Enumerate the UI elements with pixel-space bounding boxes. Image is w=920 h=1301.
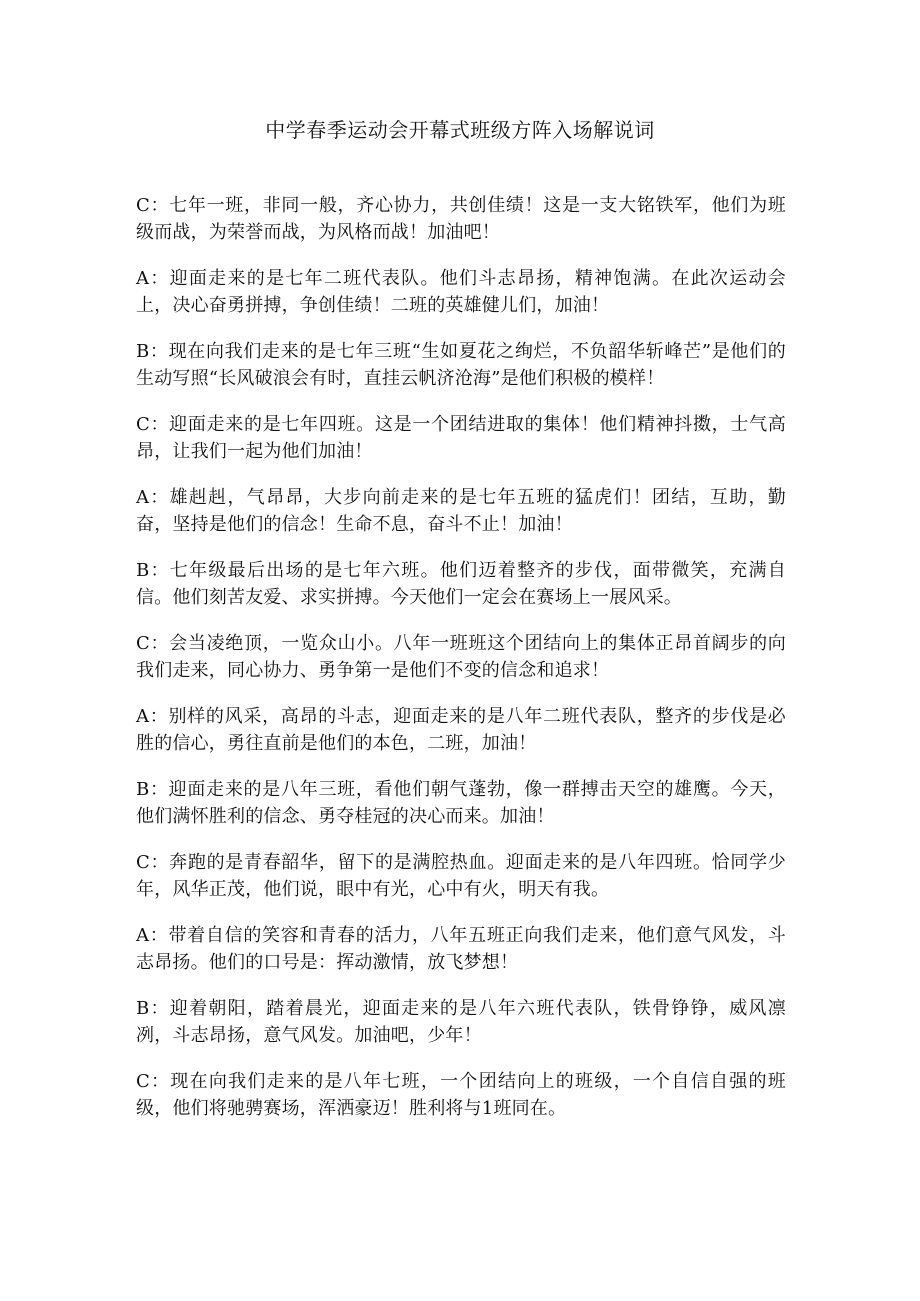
paragraph-b-class-7-3: B：现在向我们走来的是七年三班“生如夏花之绚烂，不负韶华斩峰芒”是他们的生动写照“长风破浪会有时，直挂云帆济沧海”是他们积极的模样！ [136,341,786,389]
paragraph-c-class-8-4: C：奔跑的是青春韶华，留下的是满腔热血。迎面走来的是八年四班。恰同学少年，风华正茂，他们说，眼中有光，心中有火，明天有我。 [136,852,786,900]
paragraph-b-class-8-3: B：迎面走来的是八年三班，看他们朝气蓬勃，像一群搏击天空的雄鹰。今天，他们满怀胜利的信念、勇夺桂冠的决心而来。加油！ [136,779,786,827]
paragraph-a-class-7-2: A：迎面走来的是七年二班代表队。他们斗志昂扬，精神饱满。在此次运动会上，决心奋勇拼搏，争创佳绩！二班的英雄健儿们，加油！ [136,268,786,316]
document-body [136,193,786,1142]
paragraph-c-class-8-7: C：现在向我们走来的是八年七班，一个团结向上的班级，一个自信自强的班级，他们将驰骋赛场，浑洒豪迈！胜利将与1班同在。 [136,1071,786,1119]
paragraph-c-class-8-1: C：会当凌绝顶，一览众山小。八年一班班这个团结向上的集体正昂首阔步的向我们走来，同心协力、勇争第一是他们不变的信念和追求！ [136,633,786,681]
paragraph-c-class-7-4: C：迎面走来的是七年四班。这是一个团结进取的集体！他们精神抖擞，士气高昂，让我们一起为他们加油！ [136,414,786,462]
paragraph-b-class-8-6: B：迎着朝阳，踏着晨光，迎面走来的是八年六班代表队，铁骨铮铮，威风凛冽，斗志昂扬，意气风发。加油吧，少年！ [136,998,786,1046]
document-title: 中学春季运动会开幕式班级方阵入场解说词 [265,118,655,142]
paragraph-a-class-8-5: A：带着自信的笑容和青春的活力，八年五班正向我们走来，他们意气风发，斗志昂扬。他们的口号是：挥动激情，放飞梦想！ [136,925,786,973]
paragraph-c-class-7-1: C：七年一班，非同一般，齐心协力，共创佳绩！这是一支大铭铁军，他们为班级而战，为荣誉而战，为风格而战！加油吧！ [136,195,786,243]
paragraph-a-class-8-2: A：别样的风采，高昂的斗志，迎面走来的是八年二班代表队，整齐的步伐是必胜的信心，勇往直前是他们的本色，二班，加油！ [136,706,786,754]
paragraph-b-class-7-6: B：七年级最后出场的是七年六班。他们迈着整齐的步伐，面带微笑，充满自信。他们刻苦友爱、求实拼搏。今天他们一定会在赛场上一展风采。 [136,560,786,608]
paragraph-a-class-7-5: A：雄赳赳，气昂昂，大步向前走来的是七年五班的猛虎们！团结，互助，勤奋，坚持是他们的信念！生命不息，奋斗不止！加油！ [136,487,786,535]
